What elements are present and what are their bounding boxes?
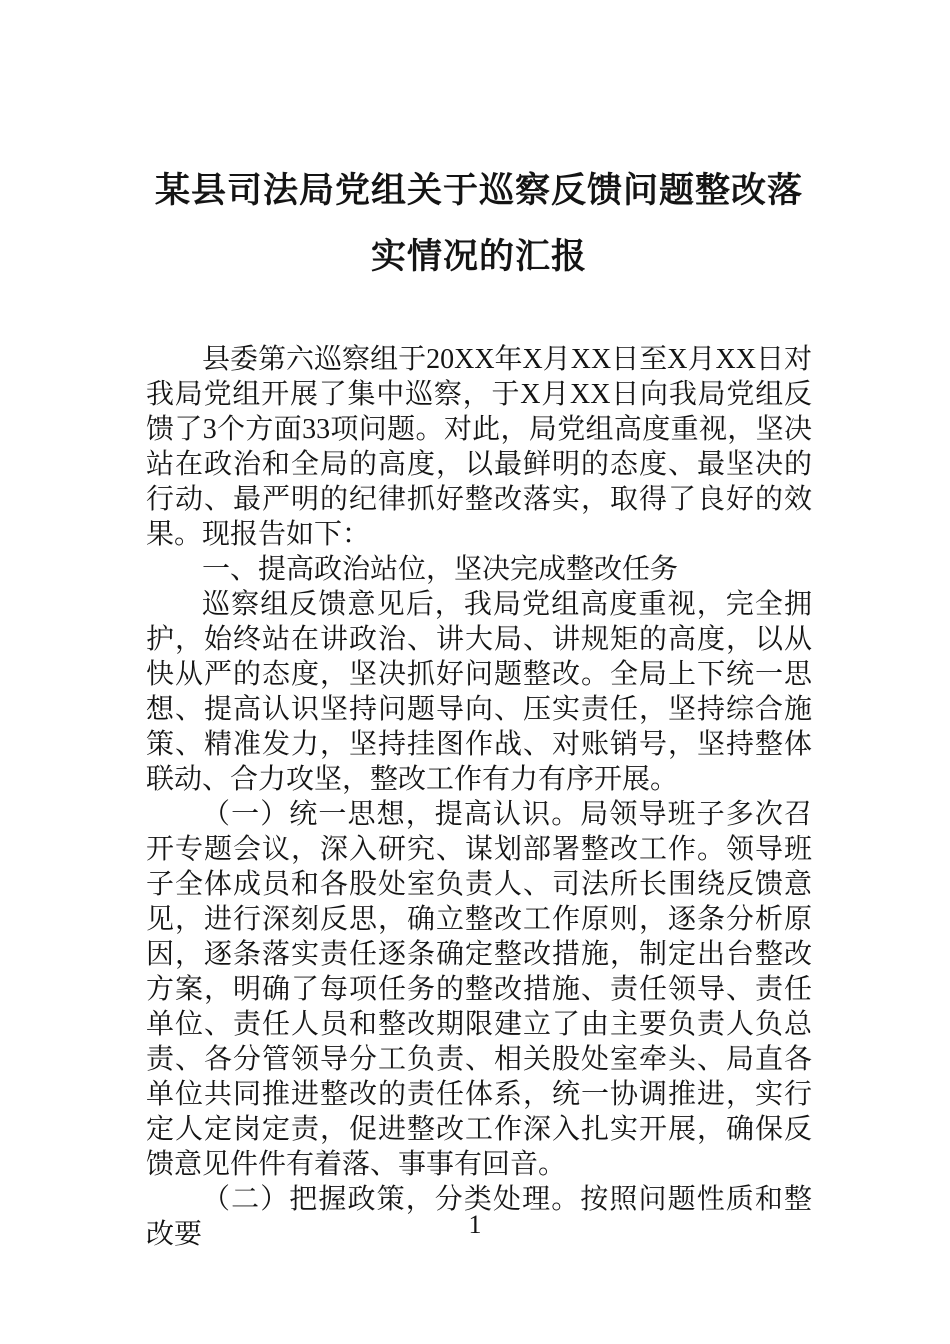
title-line-1: 某县司法局党组关于巡察反馈问题整改落 <box>154 171 803 210</box>
intro-paragraph: 县委第六巡察组于20XX年X月XX日至X月XX日对我局党组开展了集中巡察，于X月XX日向我局党组反馈了3个方面33项问题。对此，局党组高度重视，坚决站在政治和全局的高度，以最鲜明的态度、最坚决的行动、最严明的纪律抓好整改落实，取得了良好的效果。现报告如下： <box>146 344 812 550</box>
title-line-2: 实情况的汇报 <box>370 237 587 276</box>
section-1-paragraph: 巡察组反馈意见后，我局党组高度重视，完全拥护，始终站在讲政治、讲大局、讲规矩的高度，以从快从严的态度，坚决抓好问题整改。全局上下统一思想、提高认识坚持问题导向、压实责任，坚持综合施策、精准发力，坚持挂图作战、对账销号，坚持整体联动、合力攻坚，整改工作有力有序开展。 <box>146 589 812 795</box>
section-1-heading: 一、提高政治站位，坚决完成整改任务 <box>202 554 679 585</box>
document-title <box>146 158 812 290</box>
page-number: 1 <box>468 1210 482 1239</box>
document-body <box>146 342 812 1252</box>
subsection-2-paragraph: （二）把握政策，分类处理。按照问题性质和整改要 <box>146 1184 812 1250</box>
subsection-1-paragraph: （一）统一思想，提高认识。局领导班子多次召开专题会议，深入研究、谋划部署整改工作。领导班子全体成员和各股处室负责人、司法所长围绕反馈意见，进行深刻反思，确立整改工作原则，逐条分析原因，逐条落实责任逐条确定整改措施，制定出台整改方案，明确了每项任务的整改措施、责任领导、责任单位、责任人员和整改期限建立了由主要负责人负总责、各分管领导分工负责、相关股处室牵头、局直各单位共同推进整改的责任体系，统一协调推进，实行定人定岗定责，促进整改工作深入扎实开展，确保反馈意见件件有着落、事事有回音。 <box>146 799 812 1180</box>
